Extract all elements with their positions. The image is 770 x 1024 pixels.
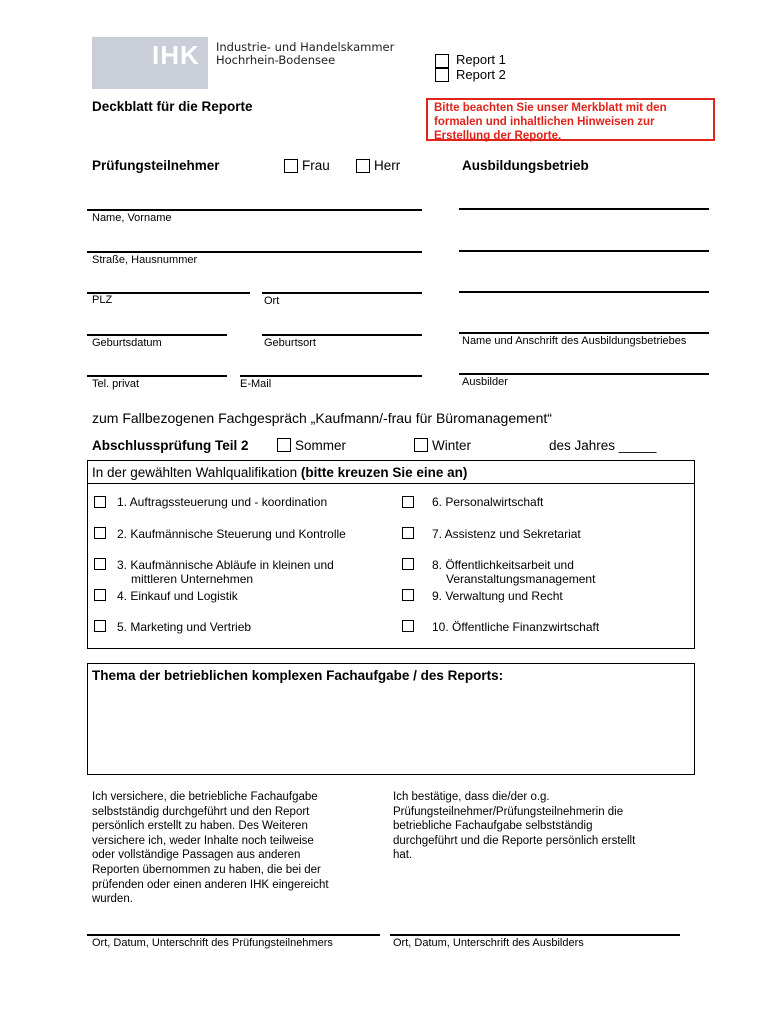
herr-label: Herr — [374, 158, 401, 173]
zip-label: PLZ — [92, 294, 113, 306]
birthdate-line[interactable] — [87, 334, 227, 336]
company-heading: Ausbildungsbetrieb — [462, 158, 589, 173]
sommer-checkbox[interactable] — [277, 438, 291, 452]
logo-subtitle: Industrie- und Handelskammer Hochrhein-Bodensee — [216, 40, 395, 67]
wq-2-checkbox[interactable] — [94, 527, 106, 539]
wq-1-checkbox[interactable] — [94, 496, 106, 508]
name-line[interactable] — [87, 209, 422, 211]
participant-heading: Prüfungsteilnehmer — [92, 158, 220, 173]
street-line[interactable] — [87, 251, 422, 253]
birthdate-label: Geburtsdatum — [92, 337, 162, 349]
participant-signature-line[interactable] — [87, 934, 380, 936]
logo-text: IHK — [152, 40, 200, 70]
herr-checkbox[interactable] — [356, 159, 370, 173]
wq-6-label: 6. Personalwirtschaft — [432, 495, 544, 509]
wq-9-label: 9. Verwaltung und Recht — [432, 589, 563, 603]
wq-5-checkbox[interactable] — [94, 620, 106, 632]
wq-5-label: 5. Marketing und Vertrieb — [117, 620, 252, 634]
company-line-2[interactable] — [459, 250, 709, 252]
city-line[interactable] — [262, 292, 422, 294]
wq-3-checkbox[interactable] — [94, 558, 106, 570]
frau-checkbox[interactable] — [284, 159, 298, 173]
email-label: E-Mail — [240, 378, 272, 390]
trainer-signature-line[interactable] — [390, 934, 680, 936]
wq-4-label: 4. Einkauf und Logistik — [117, 589, 238, 603]
wq-7-label: 7. Assistenz und Sekretariat — [432, 527, 581, 541]
wq-9-checkbox[interactable] — [402, 589, 414, 601]
frau-label: Frau — [302, 158, 330, 173]
wq-3-label: 3. Kaufmännische Abläufe in kleinen und — [117, 558, 334, 572]
wq-8-label: 8. Öffentlichkeitsarbeit und — [432, 558, 574, 572]
exam-subject: zum Fallbezogenen Fachgespräch „Kaufmann/-frau für Büromanagement“ — [92, 410, 552, 426]
trainer-declaration: Ich bestätige, dass die/der o.g. Prüfungsteilnehmer/Prüfungsteilnehmerin die betriebliche Fachaufgabe selbstständig durchgeführt und die Reporte persönlich erstellt hat. — [393, 791, 636, 862]
report-1-checkbox[interactable] — [435, 54, 449, 68]
phone-line[interactable] — [87, 375, 227, 377]
report-2-checkbox[interactable] — [435, 68, 449, 82]
company-line-4[interactable] — [459, 332, 709, 334]
report-2-label: Report 2 — [456, 67, 506, 82]
trainer-label: Ausbilder — [462, 376, 508, 388]
topic-heading: Thema der betrieblichen komplexen Fachaufgabe / des Reports: — [92, 668, 504, 683]
qualification-intro: In der gewählten Wahlqualifikation (bitte kreuzen Sie eine an) — [92, 465, 468, 480]
wq-6-checkbox[interactable] — [402, 496, 414, 508]
wq-7-checkbox[interactable] — [402, 527, 414, 539]
winter-label: Winter — [432, 438, 472, 453]
company-address-label: Name und Anschrift des Ausbildungsbetriebes — [462, 335, 687, 347]
wq-2-label: 2. Kaufmännische Steuerung und Kontrolle — [117, 527, 346, 541]
company-line-3[interactable] — [459, 291, 709, 293]
wq-1-label: 1. Auftragssteuerung und - koordination — [117, 495, 328, 509]
notice-box: Bitte beachten Sie unser Merkblatt mit den formalen und inhaltlichen Hinweisen zur Erstellung der Reporte. — [426, 98, 715, 141]
participant-signature-label: Ort, Datum, Unterschrift des Prüfungsteilnehmers — [92, 937, 333, 949]
report-1-label: Report 1 — [456, 52, 506, 67]
exam-part-label: Abschlussprüfung Teil 2 — [92, 438, 249, 453]
trainer-signature-label: Ort, Datum, Unterschrift des Ausbilders — [393, 937, 584, 949]
trainer-line[interactable] — [459, 373, 709, 375]
winter-checkbox[interactable] — [414, 438, 428, 452]
wq-10-label: 10. Öffentliche Finanzwirtschaft — [432, 620, 600, 634]
wq-10-checkbox[interactable] — [402, 620, 414, 632]
participant-declaration: Ich versichere, die betriebliche Fachaufgabe selbstständig durchgeführt und den Report persönlich erstellt zu haben. Des Weiteren versichere ich, weder Inhalte noch teilweise oder vollständige Passagen aus anderen Reporten übernommen zu haben, die bei der prüfenden oder einen anderen IHK eingereicht wurden. — [92, 791, 329, 906]
sommer-label: Sommer — [295, 438, 347, 453]
qualification-divider — [87, 483, 695, 484]
page-title: Deckblatt für die Reporte — [92, 99, 253, 114]
wq-8-checkbox[interactable] — [402, 558, 414, 570]
city-label: Ort — [264, 295, 280, 307]
phone-label: Tel. privat — [92, 378, 140, 390]
birthplace-label: Geburtsort — [264, 337, 316, 349]
wq-8-label-cont: Veranstaltungsmanagement — [446, 572, 596, 586]
wq-4-checkbox[interactable] — [94, 589, 106, 601]
company-line-1[interactable] — [459, 208, 709, 210]
street-label: Straße, Hausnummer — [92, 254, 198, 266]
name-label: Name, Vorname — [92, 212, 172, 224]
email-line[interactable] — [240, 375, 422, 377]
year-label: des Jahres _____ — [549, 438, 657, 453]
birthplace-line[interactable] — [262, 334, 422, 336]
wq-3-label-cont: mittleren Unternehmen — [131, 572, 254, 586]
